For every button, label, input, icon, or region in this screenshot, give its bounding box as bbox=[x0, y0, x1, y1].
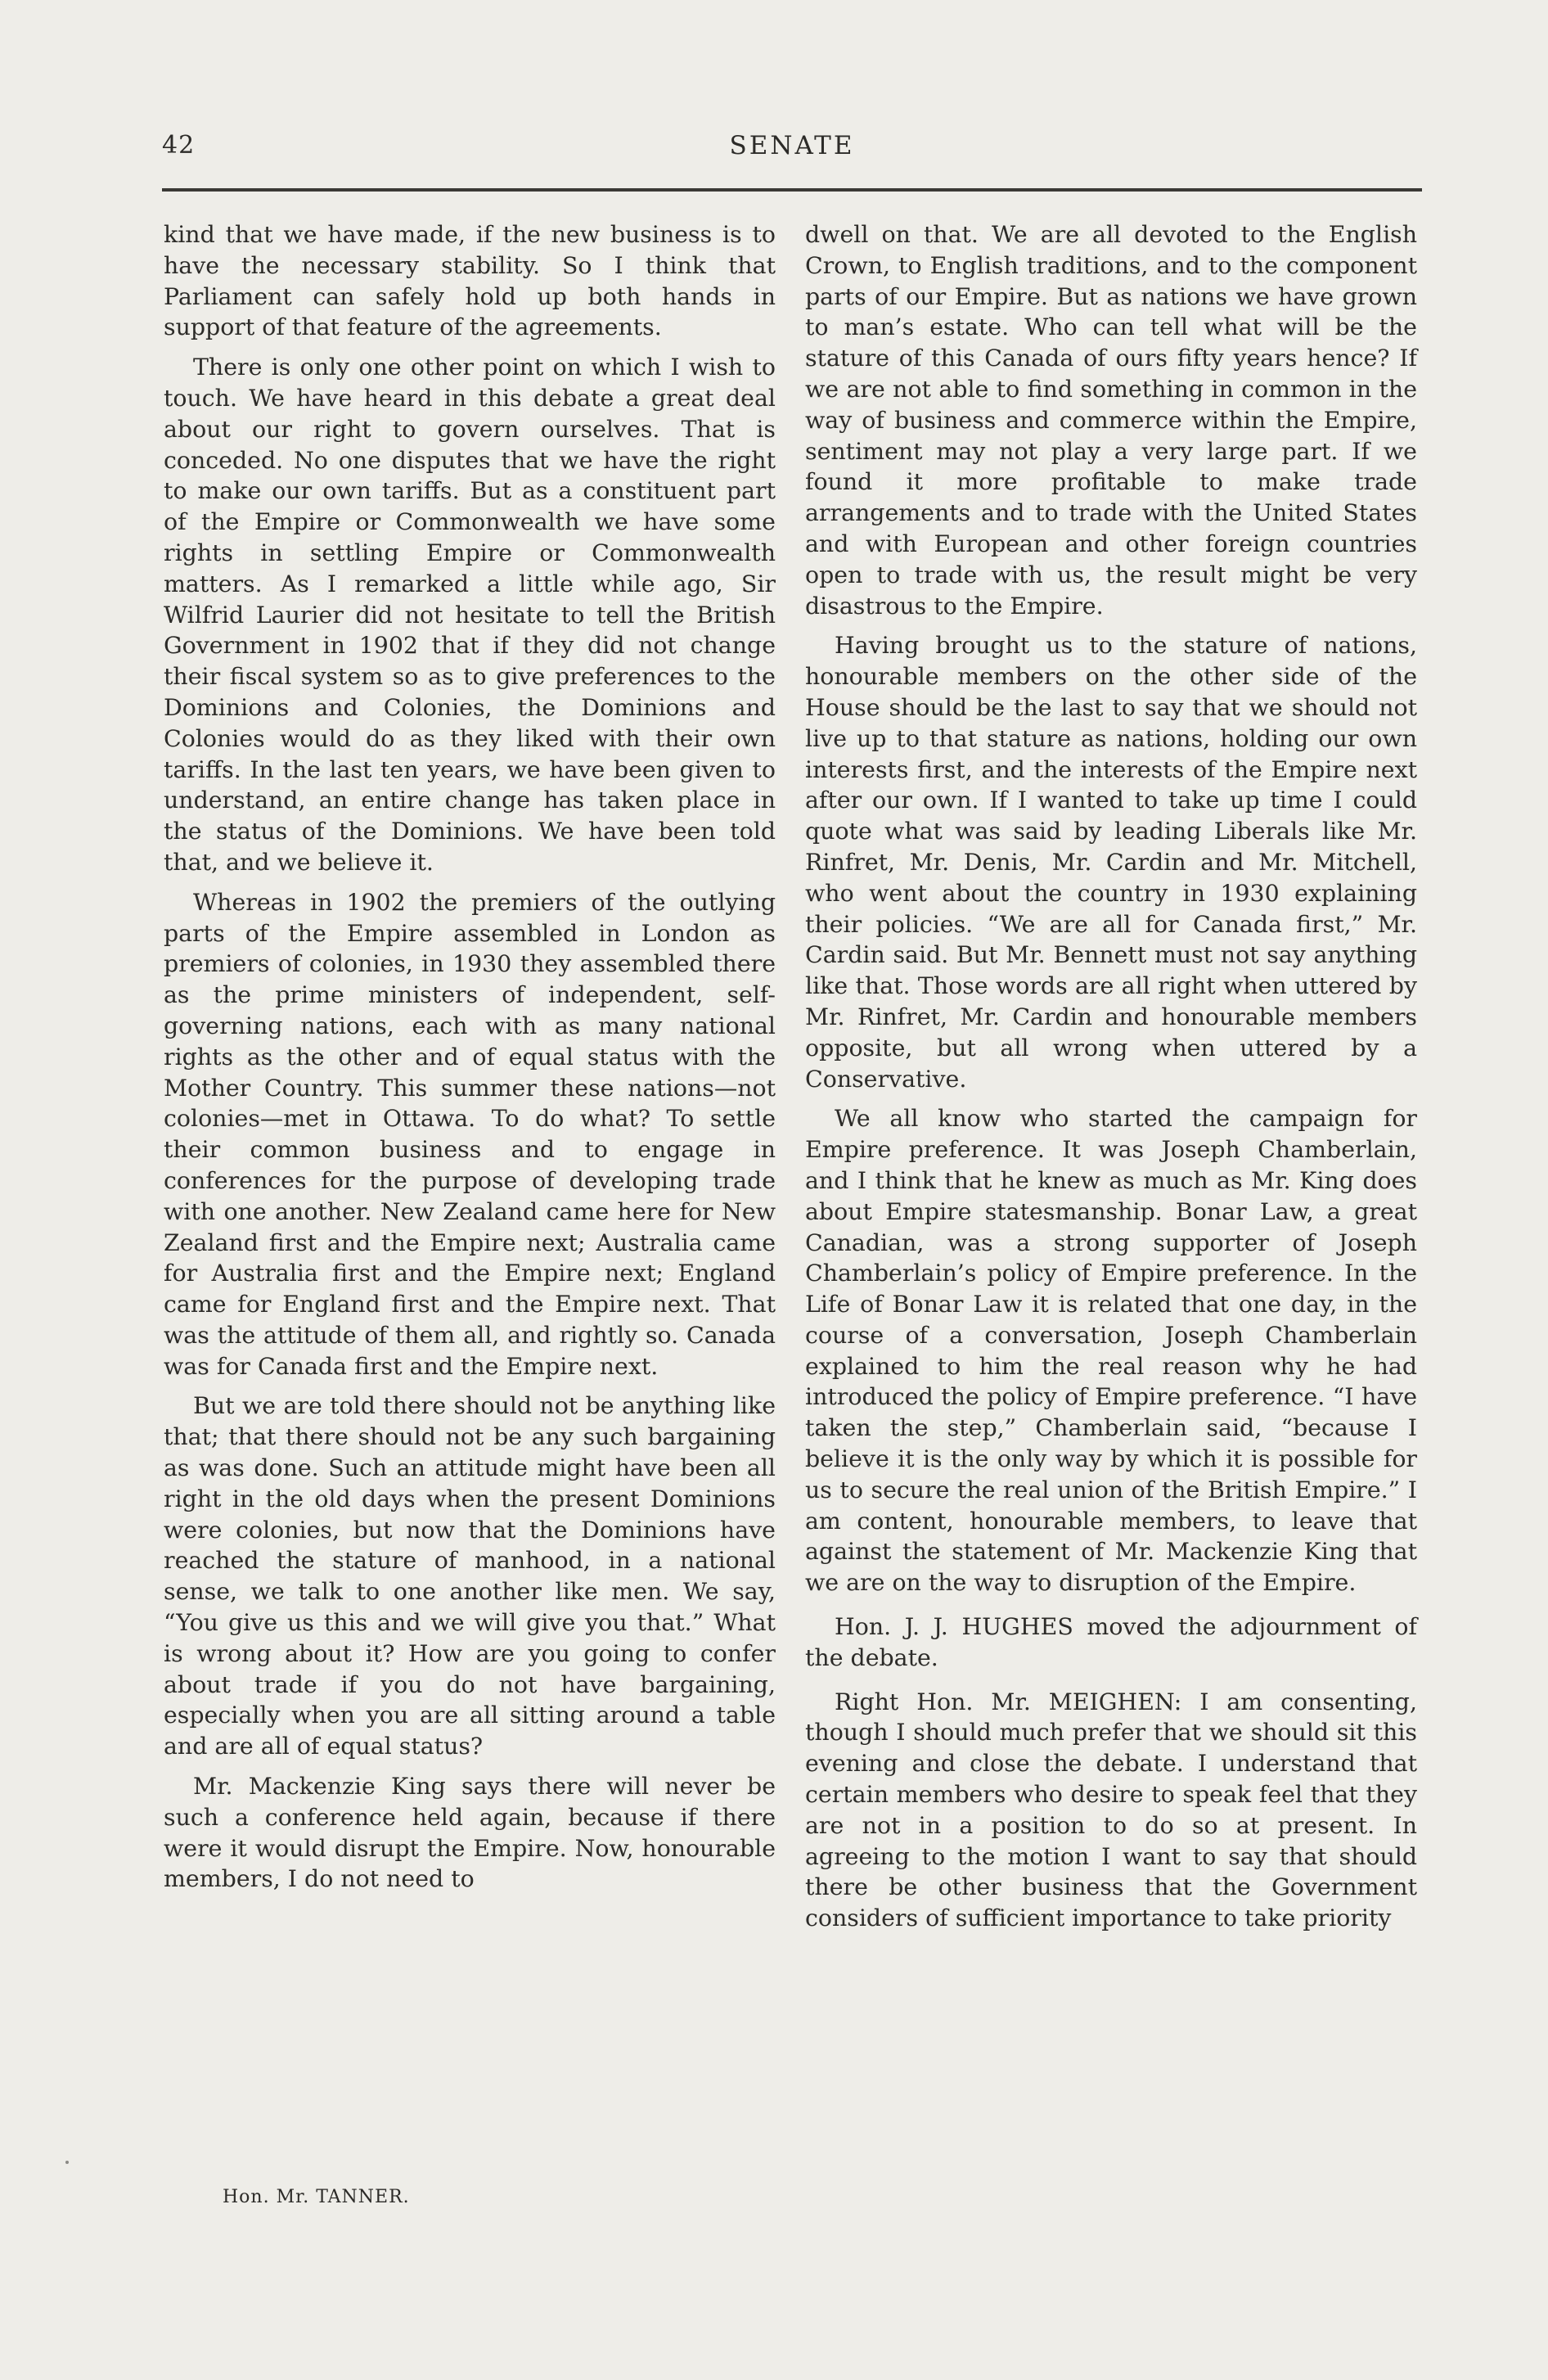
paragraph: kind that we have made, if the new business is to have the necessary stability. So I think that Parliament can safely hold up both hands in support of that feature of the agreements. bbox=[164, 221, 776, 341]
paragraph-motion: Hon. J. J. HUGHES moved the adjournment of the debate. bbox=[805, 1613, 1417, 1671]
paragraph: Having brought us to the stature of nations, honourable members on the other side of the House should be the last to say that we should not live up to that stature as nations, holding our own interests first, and the interests of the Empire next after our own. If I wanted to take up time I could quote what was said by leading Liberals like Mr. Rinfret, Mr. Denis, Mr. Cardin and Mr. Mitchell, who went about the country in 1930 explaining their policies. “We are all for Canada first,” Mr. Cardin said. But Mr. Bennett must not say anything like that. Those words are all right when uttered by Mr. Rinfret, Mr. Cardin and honourable members opposite, but all wrong when uttered by a Conservative. bbox=[805, 632, 1417, 1093]
header-rule bbox=[162, 188, 1422, 192]
running-title: SENATE bbox=[729, 131, 855, 160]
speaker-footnote: Hon. Mr. TANNER. bbox=[223, 2187, 410, 2207]
paragraph: Mr. Mackenzie King says there will never be such a conference held again, because if there were it would disrupt the Empire. Now, honourable members, I do not need to bbox=[164, 1773, 776, 1893]
right-column bbox=[805, 219, 1417, 1947]
paragraph: dwell on that. We are all devoted to the English Crown, to English traditions, and to the component parts of our Empire. But as nations we have grown to man’s estate. Who can tell what will be the stature of this Canada of ours fifty years hence? If we are not able to find something in common in the way of business and commerce within the Empire, sentiment may not play a very large part. If we found it more profitable to make trade arrangements and to trade with the United States and with European and other foreign countries open to trade with us, the result might be very disastrous to the Empire. bbox=[805, 221, 1417, 620]
paragraph: Whereas in 1902 the premiers of the outlying parts of the Empire assembled in London as premiers of colonies, in 1930 they assembled there as the prime ministers of independent, self-governing nations, each with as many national rights as the other and of equal status with the Mother Country. This summer these nations—not colonies—met in Ottawa. To do what? To settle their common business and to engage in conferences for the purpose of developing trade with one another. New Zealand came here for New Zealand first and the Empire next; Australia came for Australia first and the Empire next; England came for England first and the Empire next. That was the attitude of them all, and rightly so. Canada was for Canada first and the Empire next. bbox=[164, 888, 776, 1380]
paragraph: Right Hon. Mr. MEIGHEN: I am consenting, though I should much prefer that we should sit this evening and close the debate. I understand that certain members who desire to speak feel that they are not in a position to do so at present. In agreeing to the motion I want to say that should there be other business that the Government considers of sufficient importance to take priority bbox=[805, 1688, 1417, 1932]
paragraph: We all know who started the campaign for Empire preference. It was Joseph Chamberlain, and I think that he knew as much as Mr. King does about Empire statesmanship. Bonar Law, a great Canadian, was a strong supporter of Joseph Chamberlain’s policy of Empire preference. In the Life of Bonar Law it is related that one day, in the course of a conversation, Joseph Chamberlain explained to him the real reason why he had introduced the policy of Empire preference. “I have taken the step,” Chamberlain said, “because I believe it is the only way by which it is possible for us to secure the real union of the British Empire.” I am content, honourable members, to leave that against the statement of Mr. Mackenzie King that we are on the way to disruption of the Empire. bbox=[805, 1105, 1417, 1597]
margin-speck bbox=[65, 2161, 69, 2164]
page-number: 42 bbox=[162, 131, 196, 160]
paragraph: But we are told there should not be anything like that; that there should not be any such bargaining as was done. Such an attitude might have been all right in the old days when the present Dominions were colonies, but now that the Dominions have reached the stature of manhood, in a national sense, we talk to one another like men. We say, “You give us this and we will give you that.” What is wrong about it? How are you going to confer about trade if you do not have bargaining, especially when you are all sitting around a table and are all of equal status? bbox=[164, 1392, 776, 1760]
left-column bbox=[164, 219, 776, 1904]
page-header bbox=[162, 129, 1422, 170]
paragraph: There is only one other point on which I wish to touch. We have heard in this debate a great deal about our right to govern ourselves. That is conceded. No one disputes that we have the right to make our own tariffs. But as a constituent part of the Empire or Commonwealth we have some rights in settling Empire or Commonwealth matters. As I remarked a little while ago, Sir Wilfrid Laurier did not hesitate to tell the British Government in 1902 that if they did not change their fiscal system so as to give preferences to the Dominions and Colonies, the Dominions and Colonies would do as they liked with their own tariffs. In the last ten years, we have been given to understand, an entire change has taken place in the status of the Dominions. We have been told that, and we believe it. bbox=[164, 354, 776, 876]
